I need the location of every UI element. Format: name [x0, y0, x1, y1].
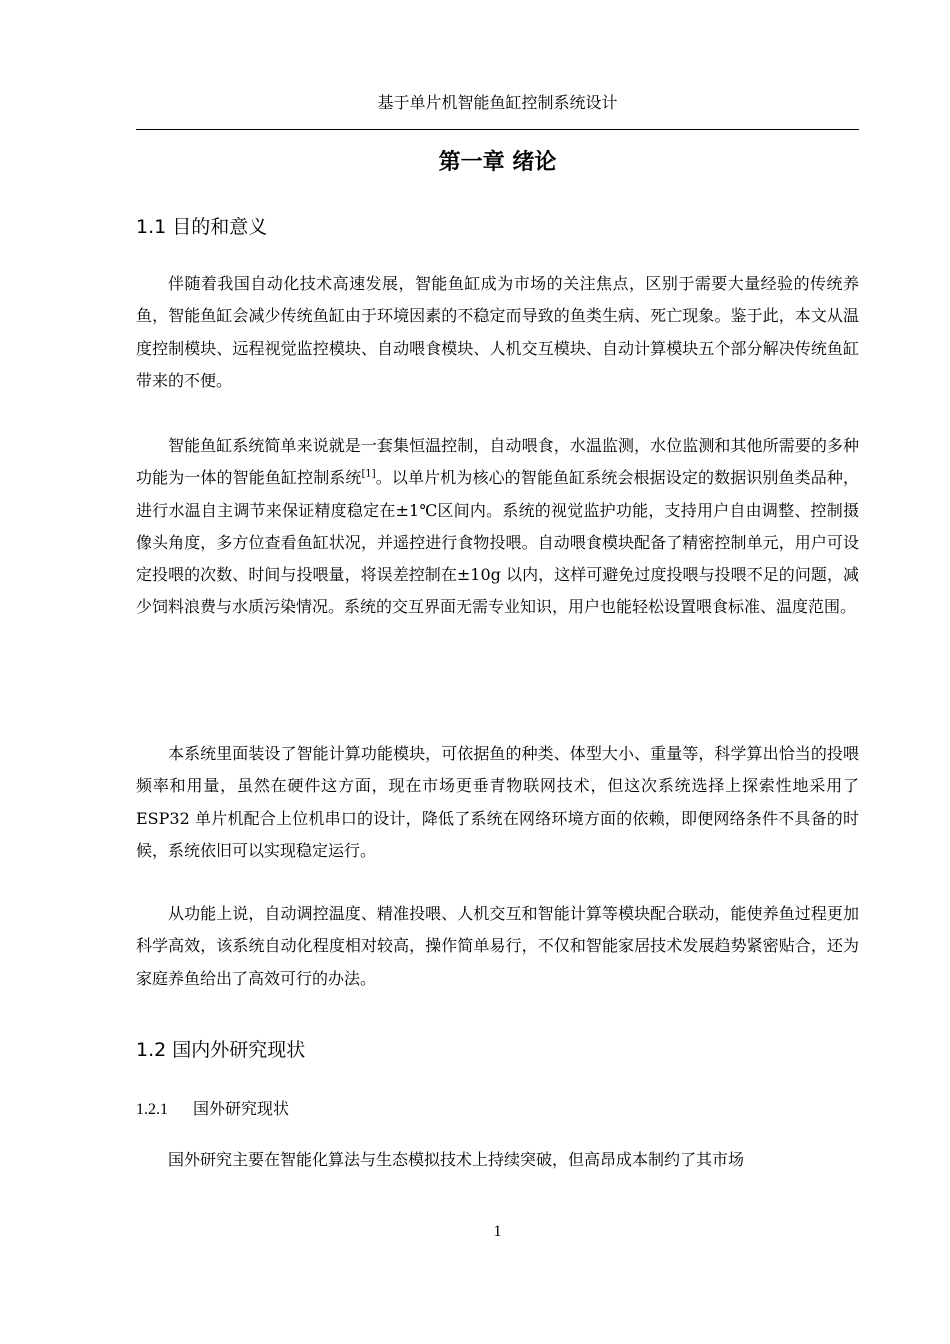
chapter-title: 第一章 绪论: [438, 150, 557, 175]
paragraph-1-1-b: [136, 430, 859, 624]
paragraph-1-1-b-tail: 。以单片机为核心的智能鱼缸系统会根据设定的数据识别鱼类品种，进行水温自主调节来保证精度稳定在±1℃区间内。系统的视觉监护功能，支持用户自由调整、控制摄像头角度，多方位查看鱼缸状况，并遥控进行食物投喂。自动喂食模块配备了精密控制单元，用户可设定投喂的次数、时间与投喂量，将误差控制在±10g 以内，这样可避免过度投喂与投喂不足的问题，减少饲料浪费与水质污染情况。系统的交互界面无需专业知识，用户也能轻松设置喂食标准、温度范围。: [136, 468, 859, 617]
section-heading-1-1: 1.1 目的和意义: [136, 216, 268, 238]
running-header: 基于单片机智能鱼缸控制系统设计: [377, 93, 618, 112]
section-heading-1-2: 1.2 国内外研究现状: [136, 1039, 306, 1061]
citation-ref-1: [1]: [361, 468, 376, 480]
paragraph-1-1-a: 伴随着我国自动化技术高速发展，智能鱼缸成为市场的关注焦点，区别于需要大量经验的传统养鱼，智能鱼缸会减少传统鱼缸由于环境因素的不稳定而导致的鱼类生病、死亡现象。鉴于此，本文从温度控制模块、远程视觉监控模块、自动喂食模块、人机交互模块、自动计算模块五个部分解决传统鱼缸带来的不便。: [136, 274, 859, 390]
subsection-heading-1-2-1: [136, 1098, 289, 1121]
subsection-number: 1.2.1: [136, 1101, 168, 1118]
subsection-title: 国外研究现状: [193, 1099, 290, 1118]
paragraph-1-1-c: 本系统里面装设了智能计算功能模块，可依据鱼的种类、体型大小、重量等，科学算出恰当的投喂频率和用量，虽然在硬件这方面，现在市场更垂青物联网技术，但这次系统选择上探索性地采用了 ESP32 单片机配合上位机串口的设计，降低了系统在网络环境方面的依赖，即便网络条件不具备的时候，系统依旧可以实现稳定运行。: [136, 744, 859, 860]
paragraph-1-1-b-text: 智能鱼缸系统简单来说就是一套集恒温控制，自动喂食，水温监测，水位监测和其他所需要的多种功能为一体的智能鱼缸控制系统: [136, 436, 859, 488]
paragraph-1-1-d: 从功能上说，自动调控温度、精准投喂、人机交互和智能计算等模块配合联动，能使养鱼过程更加科学高效，该系统自动化程度相对较高，操作简单易行，不仅和智能家居技术发展趋势紧密贴合，还为家庭养鱼给出了高效可行的办法。: [136, 904, 859, 988]
paragraph-1-2-1-a: 国外研究主要在智能化算法与生态模拟技术上持续突破，但高昂成本制约了其市场: [168, 1150, 745, 1169]
page-number: 1: [493, 1223, 502, 1240]
header-rule: [136, 129, 859, 130]
